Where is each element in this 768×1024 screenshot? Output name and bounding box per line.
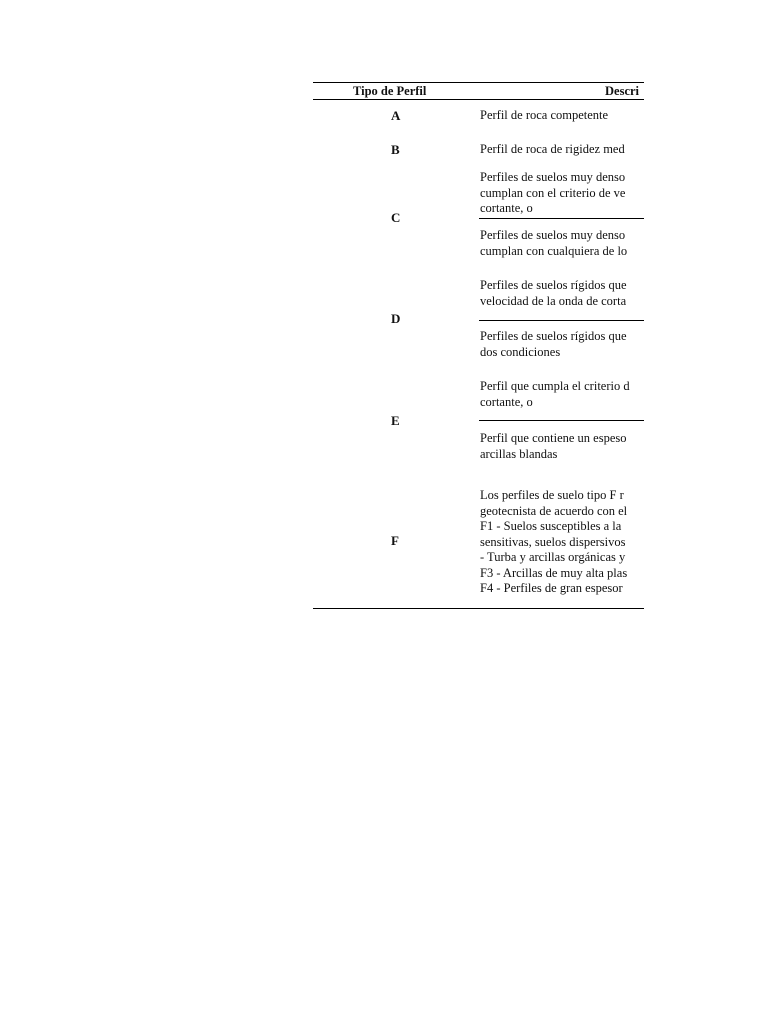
description-line: Perfiles de suelos muy denso bbox=[480, 228, 626, 242]
description-line: cumplan con el criterio de ve bbox=[480, 185, 626, 200]
profile-letter-b: B bbox=[391, 142, 400, 157]
header-descripcion: Descri bbox=[605, 84, 640, 98]
table-top-rule bbox=[313, 82, 644, 83]
profile-a-description bbox=[480, 108, 608, 124]
description-line: Los perfiles de suelo tipo F r bbox=[480, 488, 624, 502]
description-line: F1 - Suelos susceptibles a la bbox=[480, 519, 622, 533]
description-line: Perfiles de suelos muy denso bbox=[480, 170, 626, 184]
description-line: velocidad de la onda de corta bbox=[480, 293, 627, 308]
profile-c-divider bbox=[479, 218, 644, 219]
profile-letter-e: E bbox=[391, 413, 400, 428]
profile-letter-d: D bbox=[391, 311, 401, 326]
header-tipo-de-perfil: Tipo de Perfil bbox=[353, 84, 427, 98]
description-line: Perfil que cumpla el criterio d bbox=[480, 379, 630, 393]
description-line: cortante, o bbox=[480, 394, 533, 409]
description-line: - Turba y arcillas orgánicas y bbox=[480, 550, 626, 564]
description-line: Perfiles de suelos rígidos que bbox=[480, 278, 627, 292]
profile-d-description-1 bbox=[480, 278, 627, 309]
profile-e-description-1 bbox=[480, 379, 630, 410]
profile-f-description bbox=[480, 488, 627, 597]
description-line: Perfil de roca de rigidez med bbox=[480, 142, 625, 156]
profile-letter-f: F bbox=[391, 533, 399, 548]
profile-b-description bbox=[480, 142, 625, 158]
table-bottom-rule bbox=[313, 608, 644, 609]
profile-c-description-1 bbox=[480, 170, 625, 217]
profile-e-divider bbox=[479, 420, 644, 421]
description-line: geotecnista de acuerdo con el bbox=[480, 503, 628, 518]
description-line: dos condiciones bbox=[480, 344, 561, 359]
description-line: Perfil que contiene un espeso bbox=[480, 431, 627, 445]
profile-c-description-2 bbox=[480, 228, 627, 259]
soil-profile-table bbox=[313, 82, 644, 610]
table-header-rule bbox=[313, 99, 644, 100]
description-line: Perfil de roca competente bbox=[480, 108, 609, 122]
description-line: Perfiles de suelos rígidos que bbox=[480, 329, 627, 343]
profile-d-divider bbox=[479, 320, 644, 321]
profile-d-description-2 bbox=[480, 329, 627, 360]
profile-letter-a: A bbox=[391, 108, 401, 123]
description-line: cumplan con cualquiera de lo bbox=[480, 243, 628, 258]
description-line: cortante, o bbox=[480, 201, 533, 215]
description-line: F3 - Arcillas de muy alta plas bbox=[480, 565, 628, 580]
profile-e-description-2 bbox=[480, 431, 626, 462]
description-line: arcillas blandas bbox=[480, 446, 558, 461]
description-line: F4 - Perfiles de gran espesor bbox=[480, 581, 623, 595]
description-line: sensitivas, suelos dispersivos bbox=[480, 534, 626, 549]
profile-letter-c: C bbox=[391, 210, 401, 225]
